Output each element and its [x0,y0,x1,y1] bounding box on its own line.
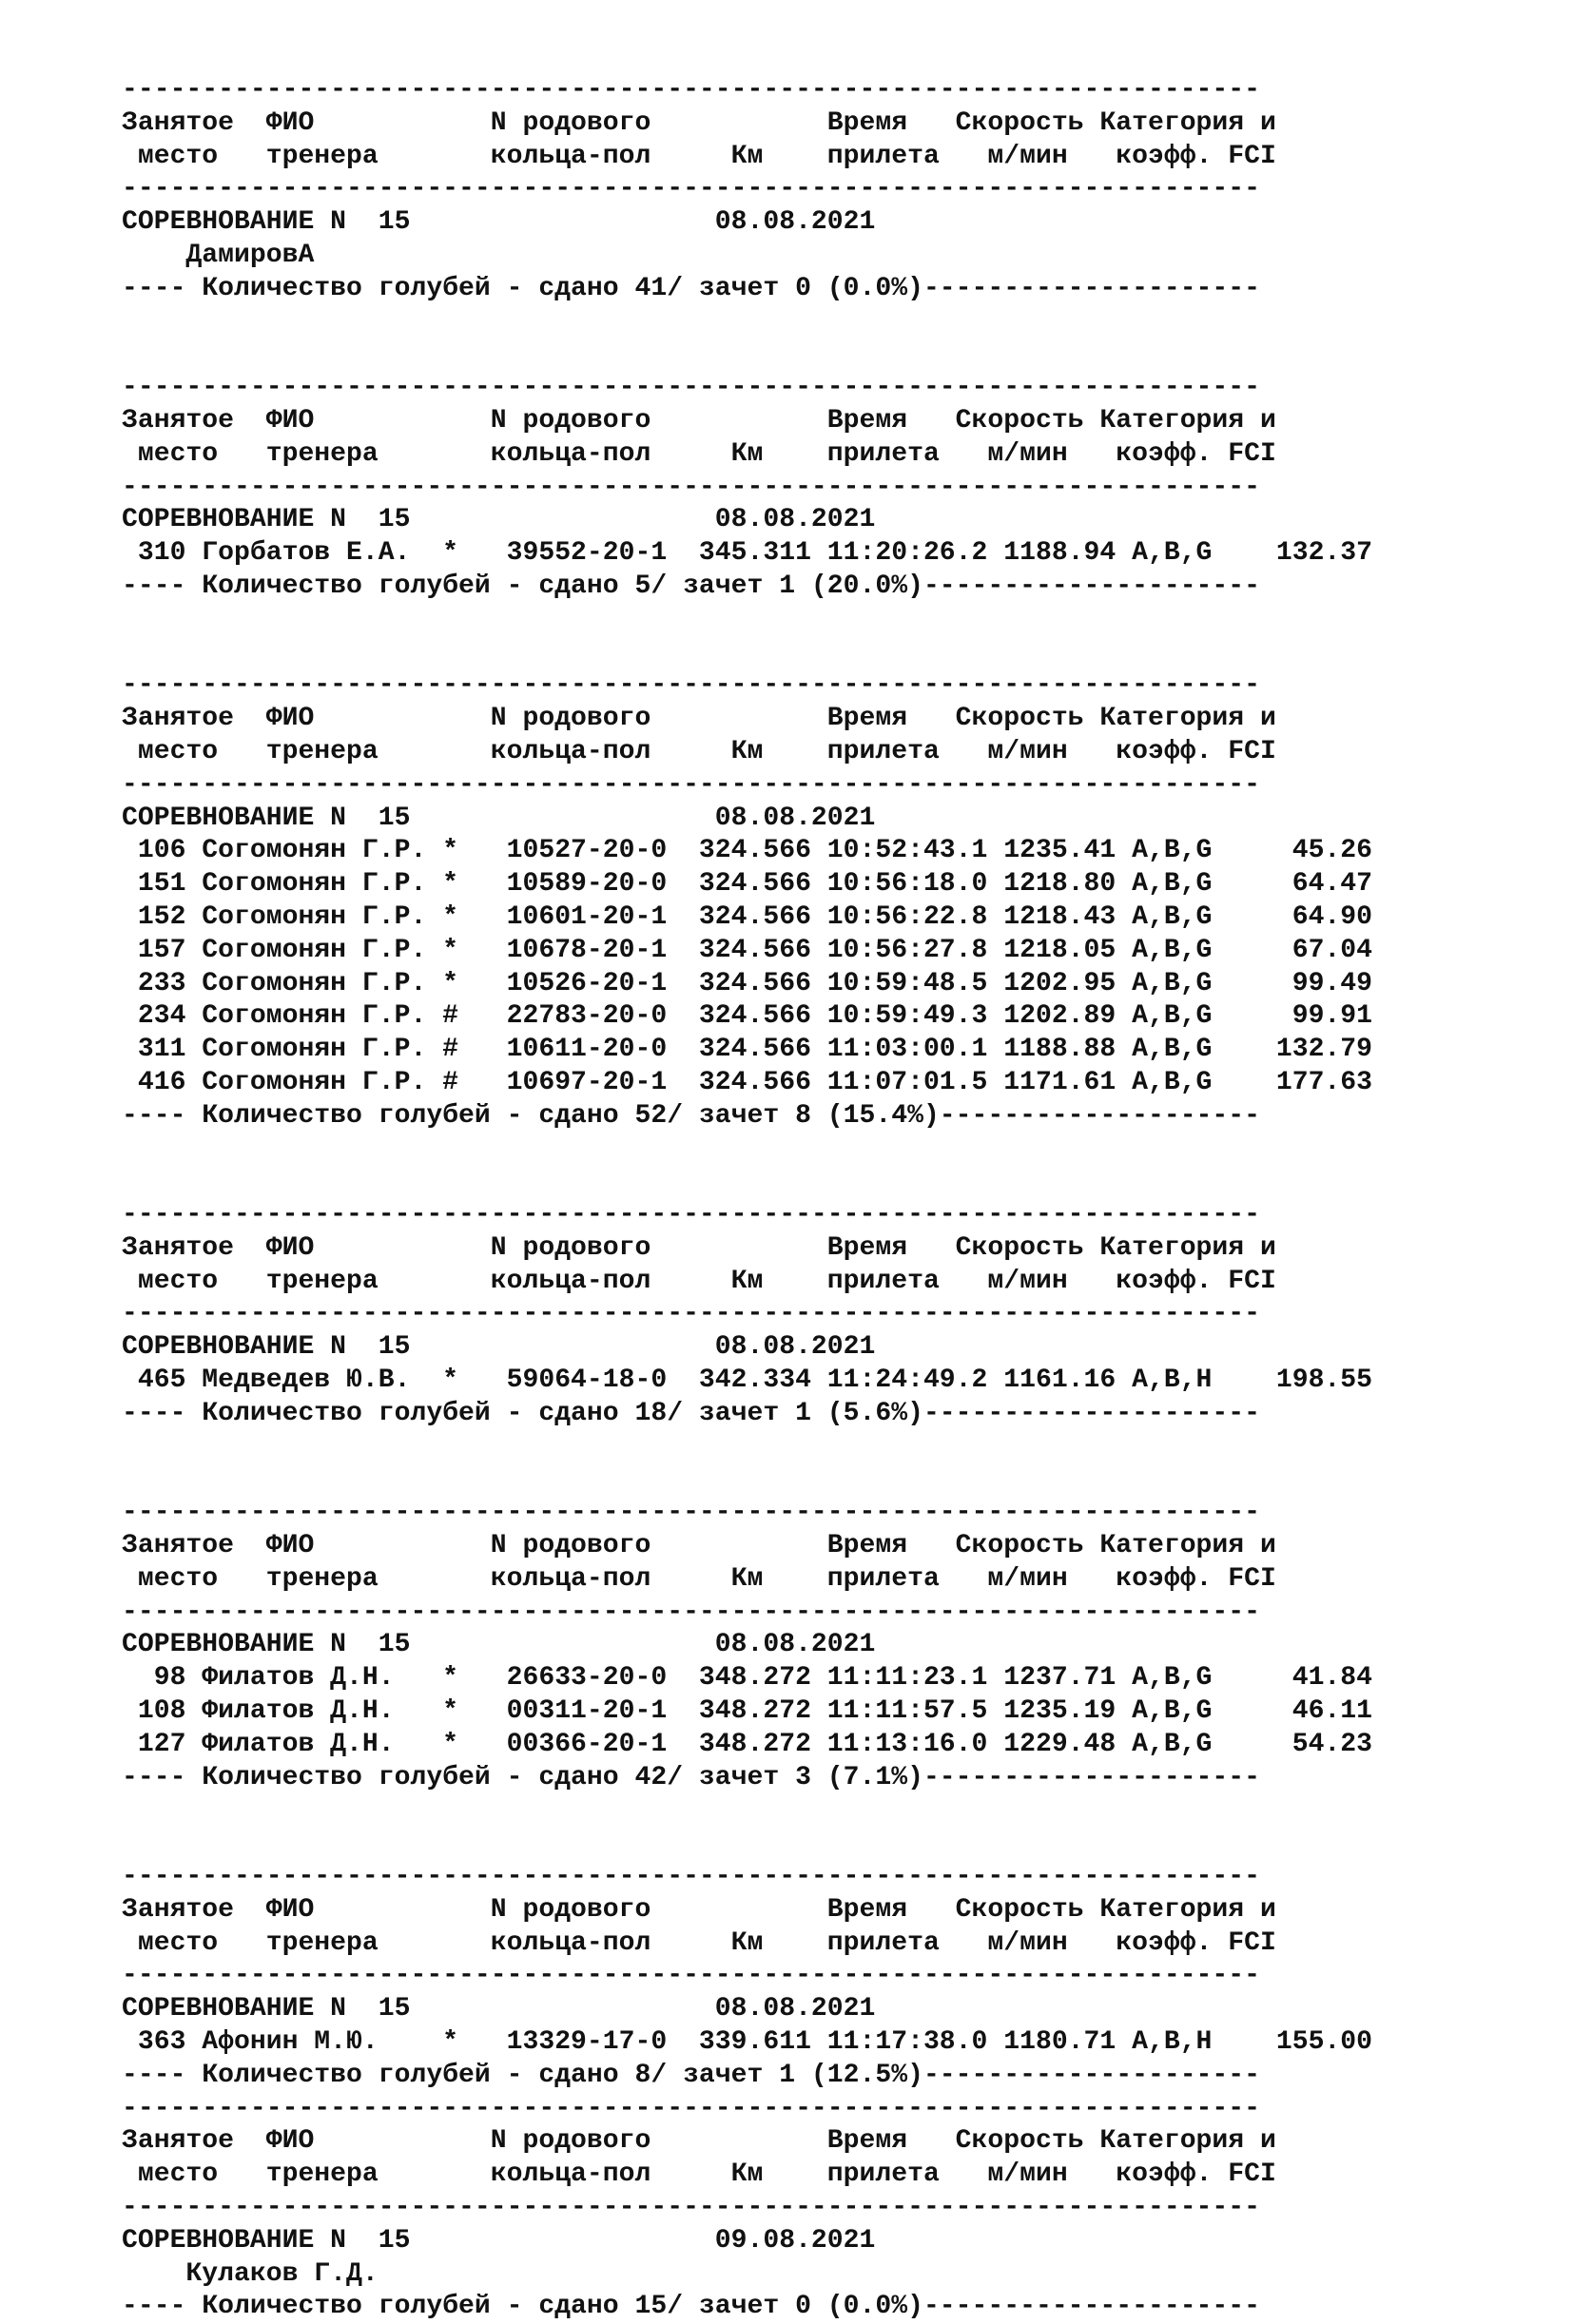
column-header-top: Занятое ФИО N родового Время Скорость Категория и [122,1531,1276,1561]
column-header-top: Занятое ФИО N родового Время Скорость Категория и [122,405,1276,436]
column-header-bottom: место тренера кольца-пол Км прилета м/мин коэфф. FCI [122,141,1276,171]
result-row: 311 Согомонян Г.Р. # 10611-20-0 324.566 11:03:00.1 1188.88 A,B,G 132.79 [122,1035,1373,1065]
header-rule: ----------------------------------------------------------------------- [122,1597,1260,1627]
result-row: 363 Афонин М.Ю. * 13329-17-0 339.611 11:17:38.0 1180.71 A,B,H 155.00 [122,2027,1373,2058]
result-row: 106 Согомонян Г.Р. * 10527-20-0 324.566 10:52:43.1 1235.41 A,B,G 45.26 [122,836,1373,866]
result-row: 233 Согомонян Г.Р. * 10526-20-1 324.566 10:59:48.5 1202.95 A,B,G 99.49 [122,968,1373,998]
blank-line [122,637,1548,670]
section-summary: ---- Количество голубей - сдано 52/ зачет 8 (15.4%)-------------------- [122,1100,1260,1131]
result-row: 416 Согомонян Г.Р. # 10697-20-1 324.566 11:07:01.5 1171.61 A,B,G 177.63 [122,1067,1373,1097]
result-row: 152 Согомонян Г.Р. * 10601-20-1 324.566 10:56:22.8 1218.43 A,B,G 64.90 [122,901,1373,932]
competition-title: СОРЕВНОВАНИЕ N 15 08.08.2021 [122,207,876,238]
header-rule: ----------------------------------------------------------------------- [122,373,1260,403]
owner-name: ДамировА [122,240,315,270]
column-header-bottom: место тренера кольца-пол Км прилета м/мин коэфф. FCI [122,1266,1276,1296]
header-rule: ----------------------------------------------------------------------- [122,670,1260,701]
blank-line [122,1463,1548,1497]
column-header-top: Занятое ФИО N родового Время Скорость Категория и [122,2126,1276,2157]
blank-line [122,1828,1548,1861]
result-row: 157 Согомонян Г.Р. * 10678-20-1 324.566 10:56:27.8 1218.05 A,B,G 67.04 [122,935,1373,965]
header-rule: ----------------------------------------------------------------------- [122,1862,1260,1892]
blank-line [122,306,1548,339]
competition-title: СОРЕВНОВАНИЕ N 15 08.08.2021 [122,803,876,833]
race-results-report [122,74,1548,2324]
section-summary: ---- Количество голубей - сдано 41/ зачет 0 (0.0%)--------------------- [122,273,1260,303]
result-row: 127 Филатов Д.Н. * 00366-20-1 348.272 11:13:16.0 1229.48 A,B,G 54.23 [122,1729,1373,1759]
header-rule: ----------------------------------------------------------------------- [122,472,1260,502]
header-rule: ----------------------------------------------------------------------- [122,75,1260,105]
column-header-bottom: место тренера кольца-пол Км прилета м/мин коэфф. FCI [122,736,1276,766]
column-header-top: Занятое ФИО N родового Время Скорость Категория и [122,1232,1276,1263]
result-row: 98 Филатов Д.Н. * 26633-20-0 348.272 11:11:23.1 1237.71 A,B,G 41.84 [122,1663,1373,1694]
blank-line [122,1794,1548,1828]
section-summary: ---- Количество голубей - сдано 5/ зачет 1 (20.0%)--------------------- [122,571,1260,601]
column-header-top: Занятое ФИО N родового Время Скорость Категория и [122,107,1276,138]
competition-title: СОРЕВНОВАНИЕ N 15 08.08.2021 [122,1332,876,1363]
column-header-top: Занятое ФИО N родового Время Скорость Категория и [122,1894,1276,1925]
section-summary: ---- Количество голубей - сдано 18/ зачет 1 (5.6%)--------------------- [122,1398,1260,1428]
blank-line [122,1431,1548,1464]
owner-name: Кулаков Г.Д. [122,2258,379,2289]
blank-line [122,604,1548,637]
competition-title: СОРЕВНОВАНИЕ N 15 08.08.2021 [122,1630,876,1660]
column-header-bottom: место тренера кольца-пол Км прилета м/мин коэфф. FCI [122,1563,1276,1594]
column-header-bottom: место тренера кольца-пол Км прилета м/мин коэфф. FCI [122,2159,1276,2190]
header-rule: ----------------------------------------------------------------------- [122,769,1260,800]
result-row: 310 Горбатов Е.А. * 39552-20-1 345.311 11:20:26.2 1188.94 A,B,G 132.37 [122,538,1373,569]
section-summary: ---- Количество голубей - сдано 42/ зачет 3 (7.1%)--------------------- [122,1762,1260,1792]
competition-title: СОРЕВНОВАНИЕ N 15 08.08.2021 [122,1994,876,2024]
header-rule: ----------------------------------------------------------------------- [122,1498,1260,1528]
result-row: 108 Филатов Д.Н. * 00311-20-1 348.272 11:11:57.5 1235.19 A,B,G 46.11 [122,1696,1373,1727]
competition-title: СОРЕВНОВАНИЕ N 15 08.08.2021 [122,505,876,535]
blank-line [122,1166,1548,1199]
header-rule: ----------------------------------------------------------------------- [122,174,1260,204]
header-rule: ----------------------------------------------------------------------- [122,2193,1260,2222]
section-summary: ---- Количество голубей - сдано 15/ зачет 0 (0.0%)--------------------- [122,2292,1260,2322]
header-rule: ----------------------------------------------------------------------- [122,1200,1260,1230]
result-row: 151 Согомонян Г.Р. * 10589-20-0 324.566 10:56:18.0 1218.80 A,B,G 64.47 [122,869,1373,900]
result-row: 234 Согомонян Г.Р. # 22783-20-0 324.566 10:59:49.3 1202.89 A,B,G 99.91 [122,1001,1373,1032]
header-rule: ----------------------------------------------------------------------- [122,1961,1260,1991]
column-header-bottom: место тренера кольца-пол Км прилета м/мин коэфф. FCI [122,438,1276,469]
column-header-top: Занятое ФИО N родового Время Скорость Категория и [122,704,1276,734]
section-summary: ---- Количество голубей - сдано 8/ зачет 1 (12.5%)--------------------- [122,2060,1260,2090]
column-header-bottom: место тренера кольца-пол Км прилета м/мин коэфф. FCI [122,1927,1276,1958]
result-row: 465 Медведев Ю.В. * 59064-18-0 342.334 11:24:49.2 1161.16 A,B,H 198.55 [122,1365,1373,1396]
header-rule: ----------------------------------------------------------------------- [122,2093,1260,2123]
header-rule: ----------------------------------------------------------------------- [122,1299,1260,1329]
blank-line [122,339,1548,372]
competition-title: СОРЕВНОВАНИЕ N 15 09.08.2021 [122,2225,876,2256]
blank-line [122,1133,1548,1167]
